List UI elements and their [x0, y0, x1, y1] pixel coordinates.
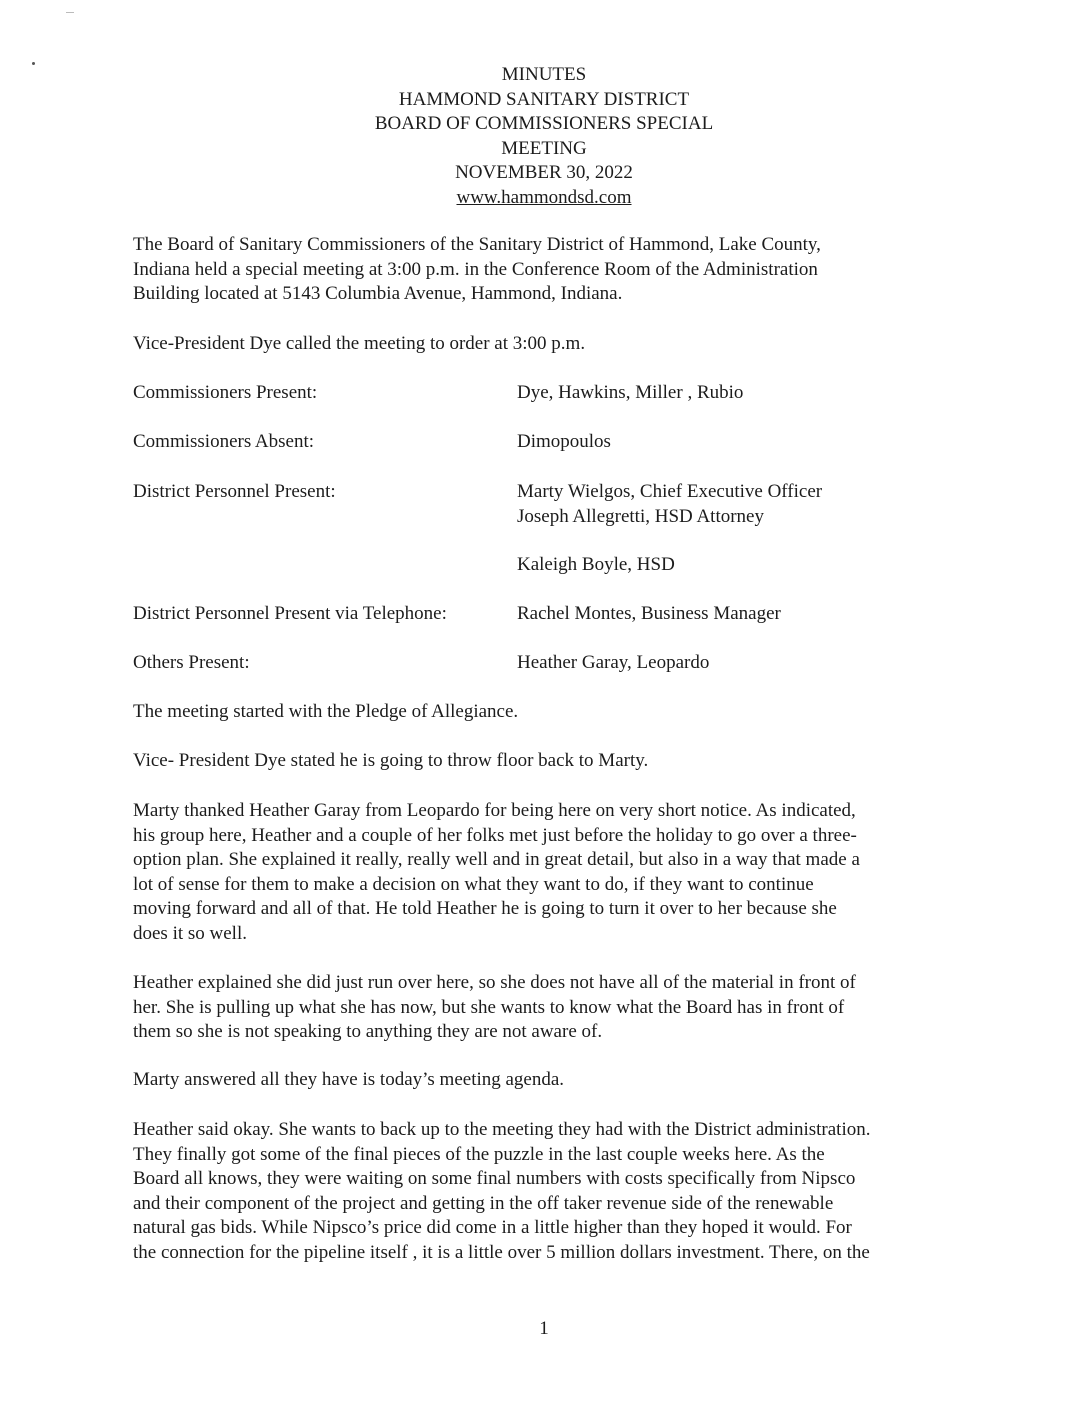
header-board: BOARD OF COMMISSIONERS SPECIAL: [374, 113, 714, 134]
vice-president-paragraph: [133, 749, 963, 774]
paragraph-line: lot of sense for them to make a decision on what they want to do, if they want to continue: [133, 873, 814, 895]
page-number: 1: [539, 1318, 549, 1339]
pledge-paragraph: [133, 700, 963, 725]
paragraph-line: Heather explained she did just run over here, so she does not have all of the material in front of: [133, 972, 856, 993]
paragraph-line: her. She is pulling up what she has now, but she wants to know what the Board has in front of: [133, 996, 845, 1018]
attendance-label: Commissioners Absent:: [133, 431, 315, 452]
scan-mark: [66, 12, 74, 13]
marty-answer-text: Marty answered all they have is today’s meeting agenda.: [133, 1069, 565, 1090]
call-to-order-text: Vice-President Dye called the meeting to order at 3:00 p.m.: [133, 333, 586, 354]
header-date: NOVEMBER 30, 2022: [455, 162, 633, 183]
paragraph-line: and their component of the project and getting in the off taker revenue side of the renewable: [133, 1192, 834, 1214]
attendance-value: Rachel Montes, Business Manager: [517, 603, 781, 624]
paragraph-line: Marty thanked Heather Garay from Leopardo for being here on very short notice. As indicated,: [133, 800, 856, 821]
document-header: [0, 63, 1088, 210]
header-organization: HAMMOND SANITARY DISTRICT: [398, 88, 690, 110]
attendance-value: Dimopoulos: [517, 431, 611, 452]
attendance-value: Joseph Allegretti, HSD Attorney: [517, 506, 764, 527]
paragraph-line: does it so well.: [133, 922, 247, 944]
header-meeting: MEETING: [501, 137, 587, 159]
intro-line: The Board of Sanitary Commissioners of the Sanitary District of Hammond, Lake County,: [133, 234, 821, 255]
attendance-value: Dye, Hawkins, Miller , Rubio: [517, 382, 744, 403]
attendance-label: Commissioners Present:: [133, 382, 318, 403]
paragraph-line: natural gas bids. While Nipsco’s price did come in a little higher than they hoped it would. For: [133, 1217, 852, 1238]
paragraph-line: They finally got some of the final pieces of the puzzle in the last couple weeks here. As the: [133, 1143, 825, 1165]
marty-answer-paragraph: [133, 1068, 963, 1093]
attendance-value: Marty Wielgos, Chief Executive Officer: [517, 481, 823, 502]
intro-line: Building located at 5143 Columbia Avenue, Hammond, Indiana.: [133, 283, 623, 304]
intro-line: Indiana held a special meeting at 3:00 p.m. in the Conference Room of the Administration: [133, 258, 818, 280]
heather-paragraph-2: [133, 1118, 963, 1265]
paragraph-line: Heather said okay. She wants to back up to the meeting they had with the District administration.: [133, 1119, 871, 1140]
marty-paragraph: [133, 799, 963, 946]
attendance-value: Heather Garay, Leopardo: [517, 652, 710, 673]
attendance-value: Kaleigh Boyle, HSD: [517, 554, 675, 575]
paragraph-line: the connection for the pipeline itself , it is a little over 5 million dollars investment. There, on the: [133, 1241, 870, 1263]
paragraph-line: his group here, Heather and a couple of her folks met just before the holiday to go over a three-: [133, 824, 857, 846]
paragraph-line: them so she is not speaking to anything they are not aware of.: [133, 1021, 603, 1042]
attendance-label: District Personnel Present via Telephone:: [133, 603, 447, 624]
attendance-label: Others Present:: [133, 652, 250, 673]
call-to-order: [133, 332, 963, 357]
intro-paragraph: [133, 233, 963, 307]
header-website-link[interactable]: www.hammondsd.com: [456, 186, 632, 208]
paragraph-line: moving forward and all of that. He told Heather he is going to turn it over to her because she: [133, 898, 837, 919]
header-title: MINUTES: [501, 64, 587, 85]
heather-paragraph-1: [133, 971, 963, 1045]
paragraph-line: option plan. She explained it really, really well and in great detail, but also in a way that made a: [133, 849, 860, 870]
paragraph-line: Board all knows, they were waiting on some final numbers with costs specifically from Nipsco: [133, 1168, 856, 1189]
attendance-label: District Personnel Present:: [133, 481, 336, 502]
pledge-text: The meeting started with the Pledge of Allegiance.: [133, 701, 519, 722]
vice-president-text: Vice- President Dye stated he is going to throw floor back to Marty.: [133, 750, 649, 771]
